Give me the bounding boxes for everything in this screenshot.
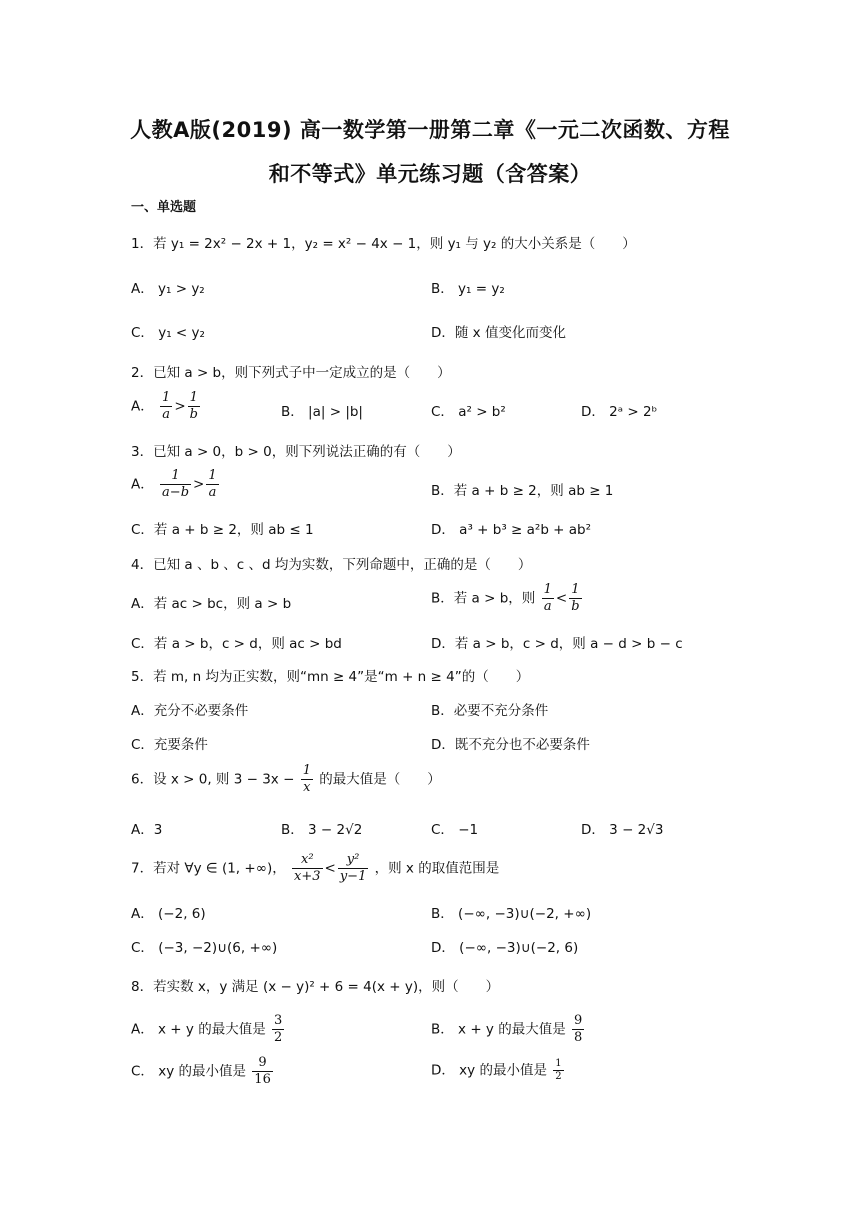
fraction-denominator: 2 xyxy=(555,1071,562,1082)
fraction-denominator: a−b xyxy=(162,485,190,500)
fraction xyxy=(553,1058,563,1083)
section-heading: 一、单选题 xyxy=(131,200,197,215)
fraction xyxy=(301,763,313,796)
fraction xyxy=(338,852,369,885)
question-8-option-c xyxy=(131,1055,275,1088)
document-title-line-1: 人教A版(2019) 高一数学第一册第二章《一元二次函数、方程 xyxy=(130,118,730,142)
question-5-option-c: C．充要条件 xyxy=(131,737,208,753)
question-8-option-a xyxy=(131,1013,286,1046)
fraction-denominator: 2 xyxy=(274,1030,283,1045)
stem-text: 6．设 x > 0, 则 3 − 3x − xyxy=(131,771,295,788)
fraction-numerator: 1 xyxy=(162,390,171,405)
question-2-option-a: A． $\frac{1}{a}$ > $\frac{1}{b}$ xyxy=(131,390,198,422)
question-6-option-d: D． 3 − 2√3 xyxy=(581,822,664,838)
question-2-option-c: C． a² > b² xyxy=(431,404,506,420)
question-7-stem: 7．若对 ∀y ∈ (1, +∞)， $\frac{\text{x²}}{x+3}$ < $\frac{\text{y²}}{y-1}$ ，则 x 的取值范围是 xyxy=(131,852,500,884)
fraction xyxy=(572,1013,584,1046)
fraction-numerator: 1 xyxy=(302,763,311,778)
option-text: A． x + y 的最大值是 xyxy=(131,1021,266,1038)
fraction xyxy=(252,1055,273,1088)
question-8-option-b xyxy=(431,1013,586,1046)
fraction-numerator: 1 xyxy=(555,1058,562,1069)
fraction-denominator: a xyxy=(543,599,552,614)
question-1-stem: 1．若 y₁ = 2x² − 2x + 1，y₂ = x² − 4x − 1，则 y₁ 与 y₂ 的大小关系是（ ） xyxy=(131,236,636,252)
fraction-denominator: y−1 xyxy=(339,869,367,884)
fraction-numerator: 3 xyxy=(274,1013,283,1028)
document-title-line-2: 和不等式》单元练习题（含答案） xyxy=(268,162,592,186)
question-4-stem: 4．已知 a 、b 、c 、d 均为实数，下列命题中，正确的是（ ） xyxy=(131,557,532,573)
fraction xyxy=(542,582,554,615)
question-7-option-d: D． (−∞, −3)∪(−2, 6) xyxy=(431,940,579,956)
question-7-option-c: C． (−3, −2)∪(6, +∞) xyxy=(131,940,278,956)
fraction-denominator: b xyxy=(571,599,580,614)
option-letter: A． xyxy=(131,398,154,415)
stem-tail: ，则 x 的取值范围是 xyxy=(374,860,500,877)
question-4-option-a: A．若 ac > bc，则 a > b xyxy=(131,596,292,612)
fraction xyxy=(569,582,581,615)
fraction xyxy=(272,1013,284,1046)
fraction-denominator: x+3 xyxy=(294,869,321,884)
question-3-option-d: D． a³ + b³ ≥ a²b + ab² xyxy=(431,522,592,538)
fraction-denominator: 16 xyxy=(254,1072,271,1087)
fraction-denominator: 8 xyxy=(574,1030,583,1045)
question-1-option-d: D．随 x 值变化而变化 xyxy=(431,325,566,341)
question-5-option-b: B．必要不充分条件 xyxy=(431,703,549,719)
option-text: B．若 a > b，则 xyxy=(431,590,536,607)
question-3-option-b: B．若 a + b ≥ 2，则 ab ≥ 1 xyxy=(431,483,614,499)
fraction xyxy=(160,468,191,501)
fraction-numerator: x² xyxy=(292,852,323,869)
option-text: B． x + y 的最大值是 xyxy=(431,1021,566,1038)
question-8-stem: 8．若实数 x，y 满足 (x − y)² + 6 = 4(x + y)，则（ ） xyxy=(131,979,500,995)
question-6-option-b: B． 3 − 2√2 xyxy=(281,822,363,838)
option-letter: A． xyxy=(131,476,154,493)
question-3-option-a: A． $\frac{1}{a-b}$ > $\frac{1}{a}$ xyxy=(131,468,217,500)
fraction-denominator: b xyxy=(189,407,198,422)
option-text: D． xy 的最小值是 xyxy=(431,1062,547,1079)
question-4-option-c: C．若 a > b，c > d，则 ac > bd xyxy=(131,636,342,652)
question-3-stem: 3．已知 a > 0，b > 0，则下列说法正确的有（ ） xyxy=(131,444,461,460)
question-3-option-c: C．若 a + b ≥ 2，则 ab ≤ 1 xyxy=(131,522,314,538)
fraction-denominator: x xyxy=(303,780,311,795)
fraction-numerator: 1 xyxy=(543,582,552,597)
question-4-option-b: B．若 a > b，则 $\frac{1}{a}$ < $\frac{1}{b}$ xyxy=(431,582,580,614)
question-6-option-a: A．3 xyxy=(131,822,163,838)
question-2-stem: 2．已知 a > b，则下列式子中一定成立的是（ ） xyxy=(131,365,451,381)
question-5-option-a: A．充分不必要条件 xyxy=(131,703,249,719)
question-2-option-d: D． 2ᵃ > 2ᵇ xyxy=(581,404,658,420)
question-6-stem xyxy=(131,763,441,796)
stem-tail: 的最大值是（ ） xyxy=(319,771,441,788)
question-5-stem: 5．若 m, n 均为正实数，则“mn ≥ 4”是“m + n ≥ 4”的（ ） xyxy=(131,669,530,685)
question-1-option-c: C． y₁ < y₂ xyxy=(131,325,205,341)
question-6-option-c: C． −1 xyxy=(431,822,479,838)
fraction-numerator: 9 xyxy=(574,1013,583,1028)
question-1-option-b: B． y₁ = y₂ xyxy=(431,281,505,297)
question-8-option-d xyxy=(431,1058,566,1083)
fraction-denominator: a xyxy=(162,407,171,422)
fraction xyxy=(206,468,218,501)
fraction-numerator: 9 xyxy=(252,1055,273,1072)
fraction xyxy=(292,852,323,885)
fraction-denominator: a xyxy=(208,485,217,500)
fraction-numerator: 1 xyxy=(569,582,581,599)
question-7-option-b: B． (−∞, −3)∪(−2, +∞) xyxy=(431,906,592,922)
question-4-option-d: D．若 a > b，c > d，则 a − d > b − c xyxy=(431,636,683,652)
question-2-option-b: B． |a| > |b| xyxy=(281,404,363,420)
question-1-option-a: A． y₁ > y₂ xyxy=(131,281,205,297)
fraction-numerator: y² xyxy=(338,852,369,869)
option-text: C． xy 的最小值是 xyxy=(131,1063,246,1080)
question-7-option-a: A． (−2, 6) xyxy=(131,906,206,922)
fraction-numerator: 1 xyxy=(160,468,191,485)
fraction xyxy=(188,390,200,423)
question-5-option-d: D．既不充分也不必要条件 xyxy=(431,737,590,753)
fraction xyxy=(160,390,172,423)
stem-text: 7．若对 ∀y ∈ (1, +∞)， xyxy=(131,860,286,877)
fraction-numerator: 1 xyxy=(188,390,200,407)
fraction-numerator: 1 xyxy=(208,468,217,483)
